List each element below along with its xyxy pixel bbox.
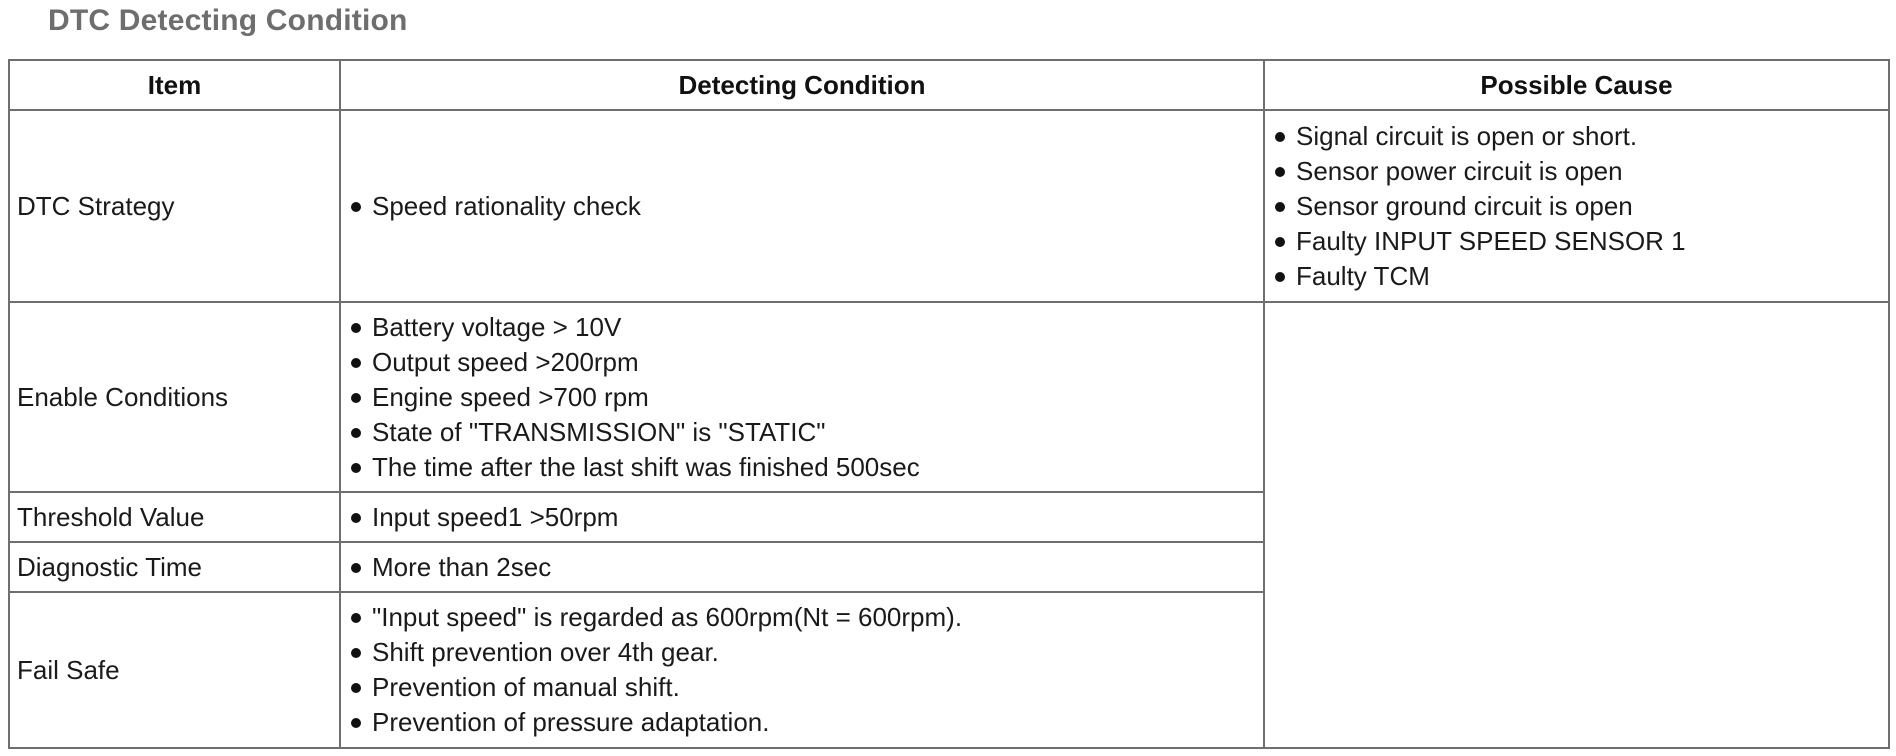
list-item: Input speed1 >50rpm xyxy=(350,500,1263,535)
bullet-icon xyxy=(1275,132,1285,142)
list-item: Prevention of pressure adaptation. xyxy=(350,705,1263,740)
list-item: Faulty INPUT SPEED SENSOR 1 xyxy=(1274,224,1888,259)
list-item: Speed rationality check xyxy=(350,189,1263,224)
condition-cell xyxy=(340,110,1264,302)
dtc-table xyxy=(8,59,1890,749)
bullet-icon xyxy=(1275,167,1285,177)
bullet-icon xyxy=(351,428,361,438)
bullet-icon xyxy=(351,202,361,212)
condition-cell xyxy=(340,592,1264,748)
condition-cell xyxy=(340,492,1264,542)
condition-cell xyxy=(340,542,1264,592)
table-row xyxy=(9,302,1889,492)
row-label: Fail Safe xyxy=(9,592,340,748)
row-label: Threshold Value xyxy=(9,492,340,542)
bullet-icon xyxy=(351,563,361,573)
list-item: Prevention of manual shift. xyxy=(350,670,1263,705)
list-item: More than 2sec xyxy=(350,550,1263,585)
list-item: The time after the last shift was finished 500sec xyxy=(350,450,1263,485)
bullet-icon xyxy=(351,323,361,333)
list-item: "Input speed" is regarded as 600rpm(Nt = 600rpm). xyxy=(350,600,1263,635)
column-header-item: Item xyxy=(9,60,340,110)
possible-cause-empty-cell xyxy=(1264,302,1889,748)
row-label: DTC Strategy xyxy=(9,110,340,302)
list-item: Engine speed >700 rpm xyxy=(350,380,1263,415)
bullet-icon xyxy=(351,463,361,473)
list-item: Output speed >200rpm xyxy=(350,345,1263,380)
list-item: Sensor ground circuit is open xyxy=(1274,189,1888,224)
bullet-icon xyxy=(1275,272,1285,282)
bullet-icon xyxy=(351,513,361,523)
condition-cell xyxy=(340,302,1264,492)
column-header-condition: Detecting Condition xyxy=(340,60,1264,110)
bullet-icon xyxy=(351,648,361,658)
page-title: DTC Detecting Condition xyxy=(48,4,408,37)
table-header-row xyxy=(9,60,1889,110)
list-item: State of "TRANSMISSION" is "STATIC" xyxy=(350,415,1263,450)
column-header-cause: Possible Cause xyxy=(1264,60,1889,110)
bullet-icon xyxy=(351,358,361,368)
table-row xyxy=(9,110,1889,302)
list-item: Sensor power circuit is open xyxy=(1274,154,1888,189)
bullet-icon xyxy=(1275,202,1285,212)
bullet-icon xyxy=(351,718,361,728)
list-item: Battery voltage > 10V xyxy=(350,310,1263,345)
bullet-icon xyxy=(1275,237,1285,247)
bullet-icon xyxy=(351,683,361,693)
list-item: Signal circuit is open or short. xyxy=(1274,119,1888,154)
row-label: Diagnostic Time xyxy=(9,542,340,592)
row-label: Enable Conditions xyxy=(9,302,340,492)
list-item: Shift prevention over 4th gear. xyxy=(350,635,1263,670)
possible-cause-cell xyxy=(1264,110,1889,302)
bullet-icon xyxy=(351,613,361,623)
bullet-icon xyxy=(351,393,361,403)
list-item: Faulty TCM xyxy=(1274,259,1888,294)
